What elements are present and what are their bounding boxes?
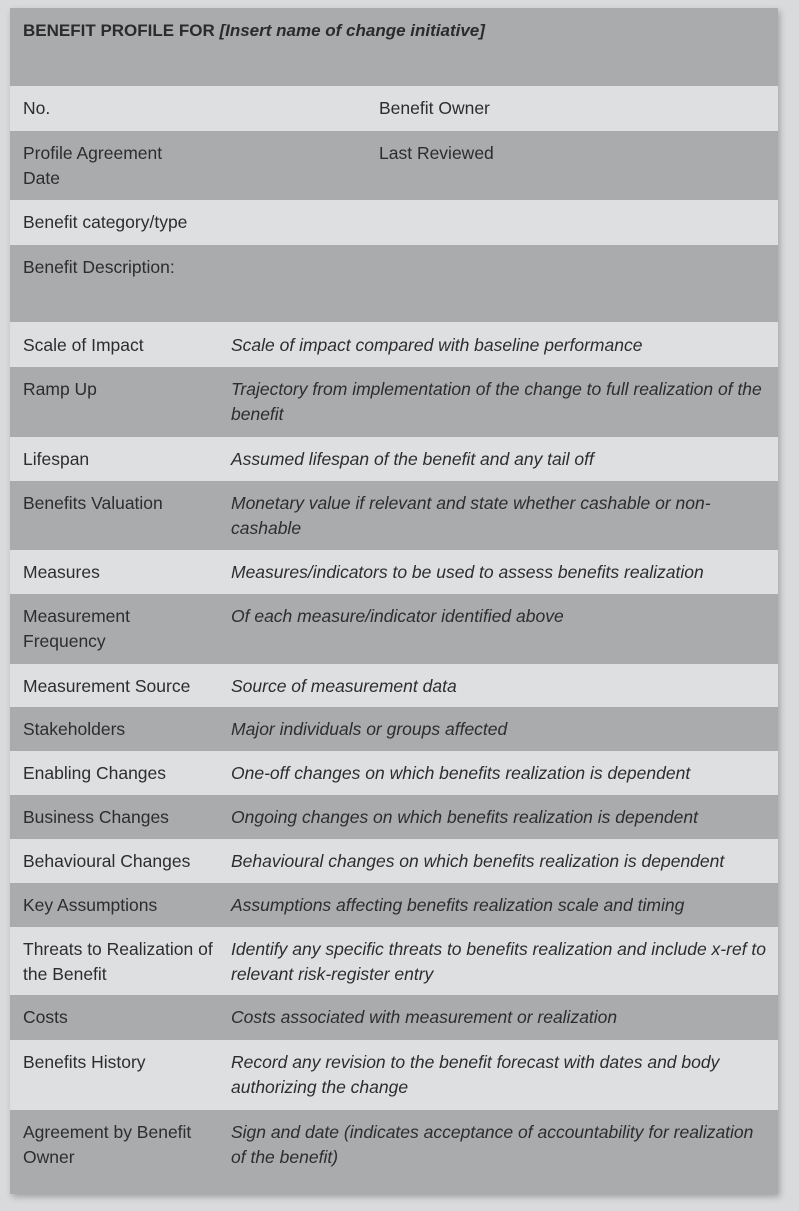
attribute-description: One-off changes on which benefits realization is dependent <box>231 763 691 783</box>
table-row <box>10 481 778 550</box>
table-row <box>10 322 778 367</box>
attribute-label: Benefits History <box>23 1052 146 1072</box>
attribute-description: Identify any specific threats to benefits realization and include x-ref to relevant risk-register entry <box>231 939 767 984</box>
table-row <box>10 927 778 995</box>
field-benefit-owner-label: Benefit Owner <box>379 98 490 118</box>
table-row <box>10 550 778 594</box>
attribute-label: Lifespan <box>23 449 90 469</box>
attribute-label: Measures <box>23 562 100 582</box>
table-row <box>10 751 778 795</box>
attribute-description: Trajectory from implementation of the change to full realization of the benefit <box>231 379 762 424</box>
table-row <box>10 594 778 664</box>
title-placeholder: [Insert name of change initiative] <box>219 21 485 40</box>
table-row <box>10 437 778 481</box>
attribute-description: Record any revision to the benefit forecast with dates and body authorizing the change <box>231 1052 720 1097</box>
attribute-description: Of each measure/indicator identified above <box>231 606 564 626</box>
attribute-description: Sign and date (indicates acceptance of accountability for realization of the benefit) <box>231 1122 754 1167</box>
attribute-label: Measurement Source <box>23 676 191 696</box>
title-row <box>10 8 778 86</box>
field-agreement-date-label: Profile Agreement Date <box>23 143 163 188</box>
attribute-label: Ramp Up <box>23 379 97 399</box>
attribute-description: Measures/indicators to be used to assess benefits realization <box>231 562 704 582</box>
attribute-label: Costs <box>23 1007 68 1027</box>
table-row <box>10 1040 778 1110</box>
table-row <box>10 995 778 1040</box>
attribute-description: Major individuals or groups affected <box>231 719 508 739</box>
attribute-label: Business Changes <box>23 807 169 827</box>
table-row <box>10 839 778 883</box>
table-row <box>10 707 778 751</box>
table-row <box>10 664 778 707</box>
table-row <box>10 883 778 927</box>
attribute-description: Assumed lifespan of the benefit and any tail off <box>231 449 594 469</box>
table-row <box>10 367 778 437</box>
field-description-label: Benefit Description: <box>23 257 175 277</box>
table-title <box>23 21 485 41</box>
row-number-owner <box>10 86 778 131</box>
attribute-label: Threats to Realization of the Benefit <box>23 939 213 984</box>
attribute-label: Key Assumptions <box>23 895 158 915</box>
table-row <box>10 1110 778 1194</box>
attribute-description: Assumptions affecting benefits realization scale and timing <box>231 895 685 915</box>
field-category-label: Benefit category/type <box>23 212 188 232</box>
row-category <box>10 200 778 245</box>
title-prefix: BENEFIT PROFILE FOR <box>23 21 220 40</box>
field-no-label: No. <box>23 98 51 118</box>
attribute-description: Scale of impact compared with baseline performance <box>231 335 643 355</box>
row-agreement-reviewed <box>10 131 778 200</box>
attribute-label: Behavioural Changes <box>23 851 191 871</box>
table-row <box>10 795 778 839</box>
field-last-reviewed-label: Last Reviewed <box>379 143 494 163</box>
row-description <box>10 245 778 322</box>
attribute-description: Behavioural changes on which benefits realization is dependent <box>231 851 725 871</box>
attribute-label: Agreement by Benefit Owner <box>23 1122 192 1167</box>
attribute-description: Monetary value if relevant and state whether cashable or non-cashable <box>231 493 711 538</box>
attribute-description: Ongoing changes on which benefits realization is dependent <box>231 807 698 827</box>
attribute-label: Measurement Frequency <box>23 606 130 651</box>
attribute-label: Stakeholders <box>23 719 126 739</box>
attribute-description: Source of measurement data <box>231 676 457 696</box>
attribute-label: Benefits Valuation <box>23 493 163 513</box>
benefit-profile-table <box>10 8 778 1194</box>
attribute-description: Costs associated with measurement or realization <box>231 1007 618 1027</box>
attribute-label: Enabling Changes <box>23 763 167 783</box>
attribute-label: Scale of Impact <box>23 335 144 355</box>
